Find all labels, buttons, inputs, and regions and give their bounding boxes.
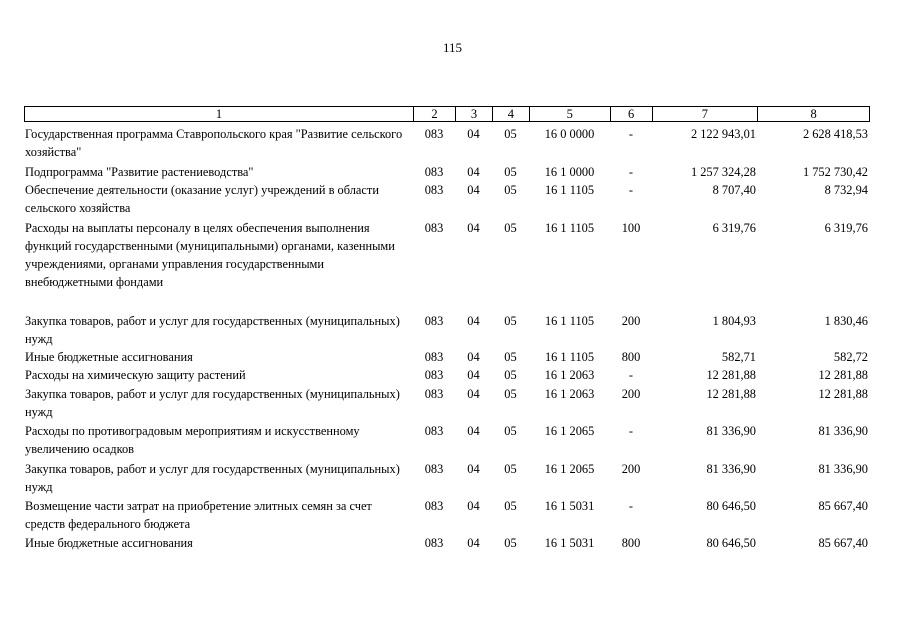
row-section: 04 [467,183,480,197]
row-expense-type: - [628,165,634,179]
row-section: 04 [467,127,480,141]
column-header-3: 3 [455,107,492,121]
row-expense-type: 100 [621,221,641,235]
row-name: Подпрограмма "Развитие растениеводства" [25,165,254,179]
row-section: 04 [467,350,480,364]
row-name: Закупка товаров, работ и услуг для государственных (муниципальных) нужд [25,387,400,419]
row-subsection: 05 [504,462,517,476]
column-header-4: 4 [492,107,529,121]
row-amount-2: 12 281,88 [818,387,868,401]
column-header-7: 7 [652,107,758,121]
table-row [24,163,870,181]
row-amount-2: 1 830,46 [824,314,868,328]
row-subsection: 05 [504,350,517,364]
table-row [24,534,870,552]
table-row [24,422,870,458]
column-header-5: 5 [529,107,610,121]
row-target-article: 16 1 2063 [544,368,595,382]
table-row [24,460,870,496]
table-header [24,106,870,122]
row-name: Закупка товаров, работ и услуг для государственных (муниципальных) нужд [25,462,400,494]
row-section: 04 [467,462,480,476]
row-expense-type: - [628,127,634,141]
row-name: Иные бюджетные ассигнования [25,536,193,550]
table-row [24,219,870,291]
row-name: Закупка товаров, работ и услуг для государственных (муниципальных) нужд [25,314,400,346]
row-target-article: 16 1 2065 [544,462,595,476]
table-row [24,181,870,217]
row-name: Расходы на выплаты персоналу в целях обеспечения выполнения функций государственными (муниципальными) органами, казенными учреждениями, органами управления государственными внебюджетными фондами [25,221,395,289]
row-subsection: 05 [504,165,517,179]
row-department: 083 [424,165,444,179]
row-subsection: 05 [504,368,517,382]
row-department: 083 [424,314,444,328]
row-target-article: 16 1 5031 [544,536,595,550]
row-amount-1: 1 804,93 [712,314,756,328]
row-section: 04 [467,368,480,382]
row-amount-1: 80 646,50 [706,499,756,513]
row-subsection: 05 [504,183,517,197]
row-amount-2: 12 281,88 [818,368,868,382]
row-amount-1: 6 319,76 [712,221,756,235]
row-section: 04 [467,387,480,401]
row-name: Иные бюджетные ассигнования [25,350,193,364]
row-subsection: 05 [504,221,517,235]
row-amount-2: 582,72 [833,350,868,364]
row-section: 04 [467,314,480,328]
row-subsection: 05 [504,387,517,401]
row-amount-2: 81 336,90 [818,424,868,438]
table-row [24,125,870,161]
row-amount-1: 80 646,50 [706,536,756,550]
column-header-2: 2 [413,107,455,121]
table-row [24,348,870,366]
row-target-article: 16 1 0000 [544,165,595,179]
row-amount-1: 1 257 324,28 [690,165,756,179]
row-subsection: 05 [504,424,517,438]
row-expense-type: 200 [621,387,641,401]
row-amount-1: 81 336,90 [706,462,756,476]
table-row [24,385,870,421]
row-amount-1: 81 336,90 [706,424,756,438]
row-amount-1: 8 707,40 [712,183,756,197]
row-target-article: 16 1 2065 [544,424,595,438]
row-expense-type: 800 [621,536,641,550]
row-department: 083 [424,127,444,141]
row-amount-2: 85 667,40 [818,536,868,550]
row-subsection: 05 [504,127,517,141]
row-name: Государственная программа Ставропольского края "Развитие сельского хозяйства" [25,127,403,159]
row-department: 083 [424,424,444,438]
row-amount-2: 6 319,76 [824,221,868,235]
row-target-article: 16 1 1105 [544,221,595,235]
row-expense-type: - [628,499,634,513]
row-target-article: 16 1 1105 [544,183,595,197]
row-amount-2: 2 628 418,53 [802,127,868,141]
row-section: 04 [467,165,480,179]
row-section: 04 [467,536,480,550]
row-target-article: 16 1 1105 [544,350,595,364]
row-department: 083 [424,221,444,235]
row-target-article: 16 1 1105 [544,314,595,328]
row-department: 083 [424,499,444,513]
row-department: 083 [424,350,444,364]
row-amount-2: 85 667,40 [818,499,868,513]
page-number: 115 [442,40,463,55]
row-department: 083 [424,183,444,197]
row-section: 04 [467,221,480,235]
row-department: 083 [424,462,444,476]
row-department: 083 [424,536,444,550]
row-expense-type: 200 [621,462,641,476]
row-name: Расходы на химическую защиту растений [25,368,246,382]
row-target-article: 16 1 5031 [544,499,595,513]
row-subsection: 05 [504,314,517,328]
row-target-article: 16 1 2063 [544,387,595,401]
table-row [24,366,870,384]
row-amount-1: 12 281,88 [706,368,756,382]
row-name: Возмещение части затрат на приобретение элитных семян за счет средств федерального бюджета [25,499,372,531]
row-amount-1: 12 281,88 [706,387,756,401]
row-amount-1: 2 122 943,01 [690,127,756,141]
row-subsection: 05 [504,499,517,513]
row-subsection: 05 [504,536,517,550]
column-header-1: 1 [215,107,223,121]
row-section: 04 [467,424,480,438]
row-amount-1: 582,71 [721,350,756,364]
row-target-article: 16 0 0000 [544,127,595,141]
row-section: 04 [467,499,480,513]
column-header-6: 6 [610,107,652,121]
table-row [24,497,870,533]
row-amount-2: 8 732,94 [824,183,868,197]
table-row [24,312,870,348]
column-header-8: 8 [757,107,869,121]
row-expense-type: - [628,368,634,382]
row-expense-type: 800 [621,350,641,364]
row-department: 083 [424,387,444,401]
row-name: Расходы по противоградовым мероприятиям и искусственному увеличению осадков [25,424,360,456]
row-amount-2: 81 336,90 [818,462,868,476]
row-department: 083 [424,368,444,382]
row-expense-type: - [628,183,634,197]
row-amount-2: 1 752 730,42 [802,165,868,179]
row-expense-type: - [628,424,634,438]
row-name: Обеспечение деятельности (оказание услуг) учреждений в области сельского хозяйства [25,183,379,215]
row-expense-type: 200 [621,314,641,328]
